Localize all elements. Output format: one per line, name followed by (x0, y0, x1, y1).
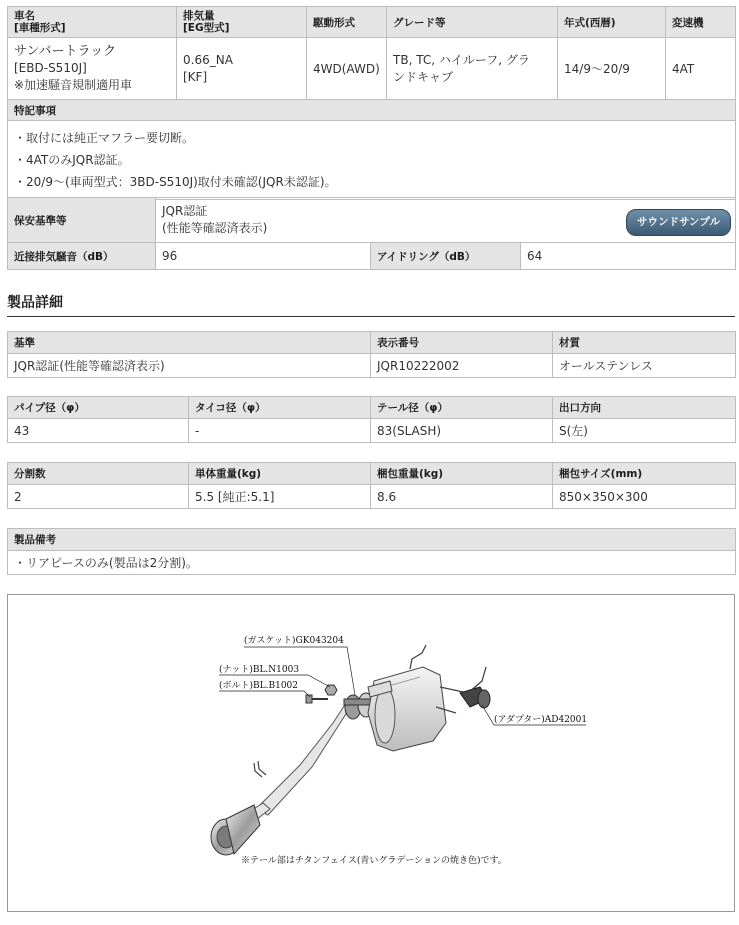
callout-adapter: (アダプター)AD42001 (494, 715, 588, 725)
header-drive: 駆動形式 (307, 7, 387, 38)
tail-hanger (254, 761, 266, 777)
note-item: ・20/9～(車両型式：3BD-S510J)取付未確認(JQR未認証)。 (14, 175, 337, 189)
package-weight-value: 8.6 (371, 485, 553, 509)
parts-diagram (7, 594, 735, 912)
drive-value: 4WD(AWD) (307, 38, 387, 100)
vehicle-model-code: [EBD-S510J] (14, 61, 87, 75)
safety-label: 保安基準等 (8, 198, 156, 243)
tail-tip (211, 805, 260, 855)
vehicle-table (7, 6, 736, 200)
diagram-note: ※テール部はチタンフェイス(青いグラデーションの焼き色)です。 (241, 856, 507, 866)
split-count-value: 2 (8, 485, 189, 509)
header-grade: グレード等 (387, 7, 558, 38)
header-transmission: 変速機 (666, 7, 736, 38)
nut-part (325, 685, 337, 695)
notes-cell (8, 121, 736, 200)
safety-value-cell: JQR認証 (性能等確認済表示) サウンドサンプル (156, 198, 736, 243)
header-display-number: 表示番号 (371, 332, 553, 354)
spec-table-standard (7, 331, 736, 378)
remarks-header: 製品備考 (8, 529, 736, 551)
adapter-part (460, 687, 490, 708)
header-package-size: 梱包サイズ(mm) (553, 463, 736, 485)
material-value: オールステンレス (553, 354, 736, 378)
pipe-diameter-value: 43 (8, 419, 189, 443)
spec-table-weights (7, 462, 736, 509)
transmission-value: 4AT (666, 38, 736, 100)
header-package-weight: 梱包重量(kg) (371, 463, 553, 485)
section-divider (7, 316, 735, 317)
header-vehicle-name: 車名 [車種形式] (8, 7, 177, 38)
standard-value: JQR認証(性能等確認済表示) (8, 354, 371, 378)
header-pipe-diameter: パイプ径（φ） (8, 397, 189, 419)
tail-diameter-value: 83(SLASH) (371, 419, 553, 443)
note-item: ・取付には純正マフラー要切断。 (14, 131, 195, 145)
noise-value: 96 (156, 243, 371, 270)
header-displacement: 排気量 [EG型式] (177, 7, 307, 38)
spec-table-diameters (7, 396, 736, 443)
idle-value: 64 (521, 243, 736, 270)
grade-cell: TB, TC, ハイルーフ, グラ ンドキャブ (387, 38, 558, 100)
vehicle-name: サンバートラック (14, 44, 117, 59)
header-exit-direction: 出口方向 (553, 397, 736, 419)
package-size-value: 850×350×300 (553, 485, 736, 509)
silencer-diameter-value: - (189, 419, 371, 443)
main-pipe (244, 699, 355, 823)
header-tail-diameter: テール径（φ） (371, 397, 553, 419)
note-item: ・4ATのみJQR認証。 (14, 153, 130, 167)
safety-table (7, 197, 736, 270)
year-value: 14/9～20/9 (558, 38, 666, 100)
remarks-table (7, 528, 736, 575)
header-standard: 基準 (8, 332, 371, 354)
callout-bolt: (ボルト)BL.B1002 (219, 681, 298, 691)
product-details-title: 製品詳細 (7, 295, 63, 311)
header-silencer-diameter: タイコ径（φ） (189, 397, 371, 419)
vehicle-name-cell (8, 38, 177, 100)
silencer-body (368, 667, 446, 751)
noise-label: 近接排気騒音（dB） (8, 243, 156, 270)
header-material: 材質 (553, 332, 736, 354)
notes-header: 特記事項 (8, 100, 736, 121)
unit-weight-value: 5.5 [純正:5.1] (189, 485, 371, 509)
muffler-illustration (8, 595, 734, 911)
sound-sample-button[interactable]: サウンドサンプル (626, 209, 731, 236)
display-number-value: JQR10222002 (371, 354, 553, 378)
header-year: 年式(西暦) (558, 7, 666, 38)
idle-label: アイドリング（dB） (371, 243, 521, 270)
header-unit-weight: 単体重量(kg) (189, 463, 371, 485)
header-split-count: 分割数 (8, 463, 189, 485)
remarks-value: ・リアピースのみ(製品は2分割)。 (8, 551, 736, 575)
exit-direction-value: S(左) (553, 419, 736, 443)
vehicle-regulation-note: ※加速騒音規制適用車 (14, 78, 133, 92)
callout-nut: (ナット)BL.N1003 (219, 665, 300, 675)
displacement-cell: 0.66_NA [KF] (177, 38, 307, 100)
callout-gasket: (ガスケット)GK043204 (244, 636, 344, 646)
